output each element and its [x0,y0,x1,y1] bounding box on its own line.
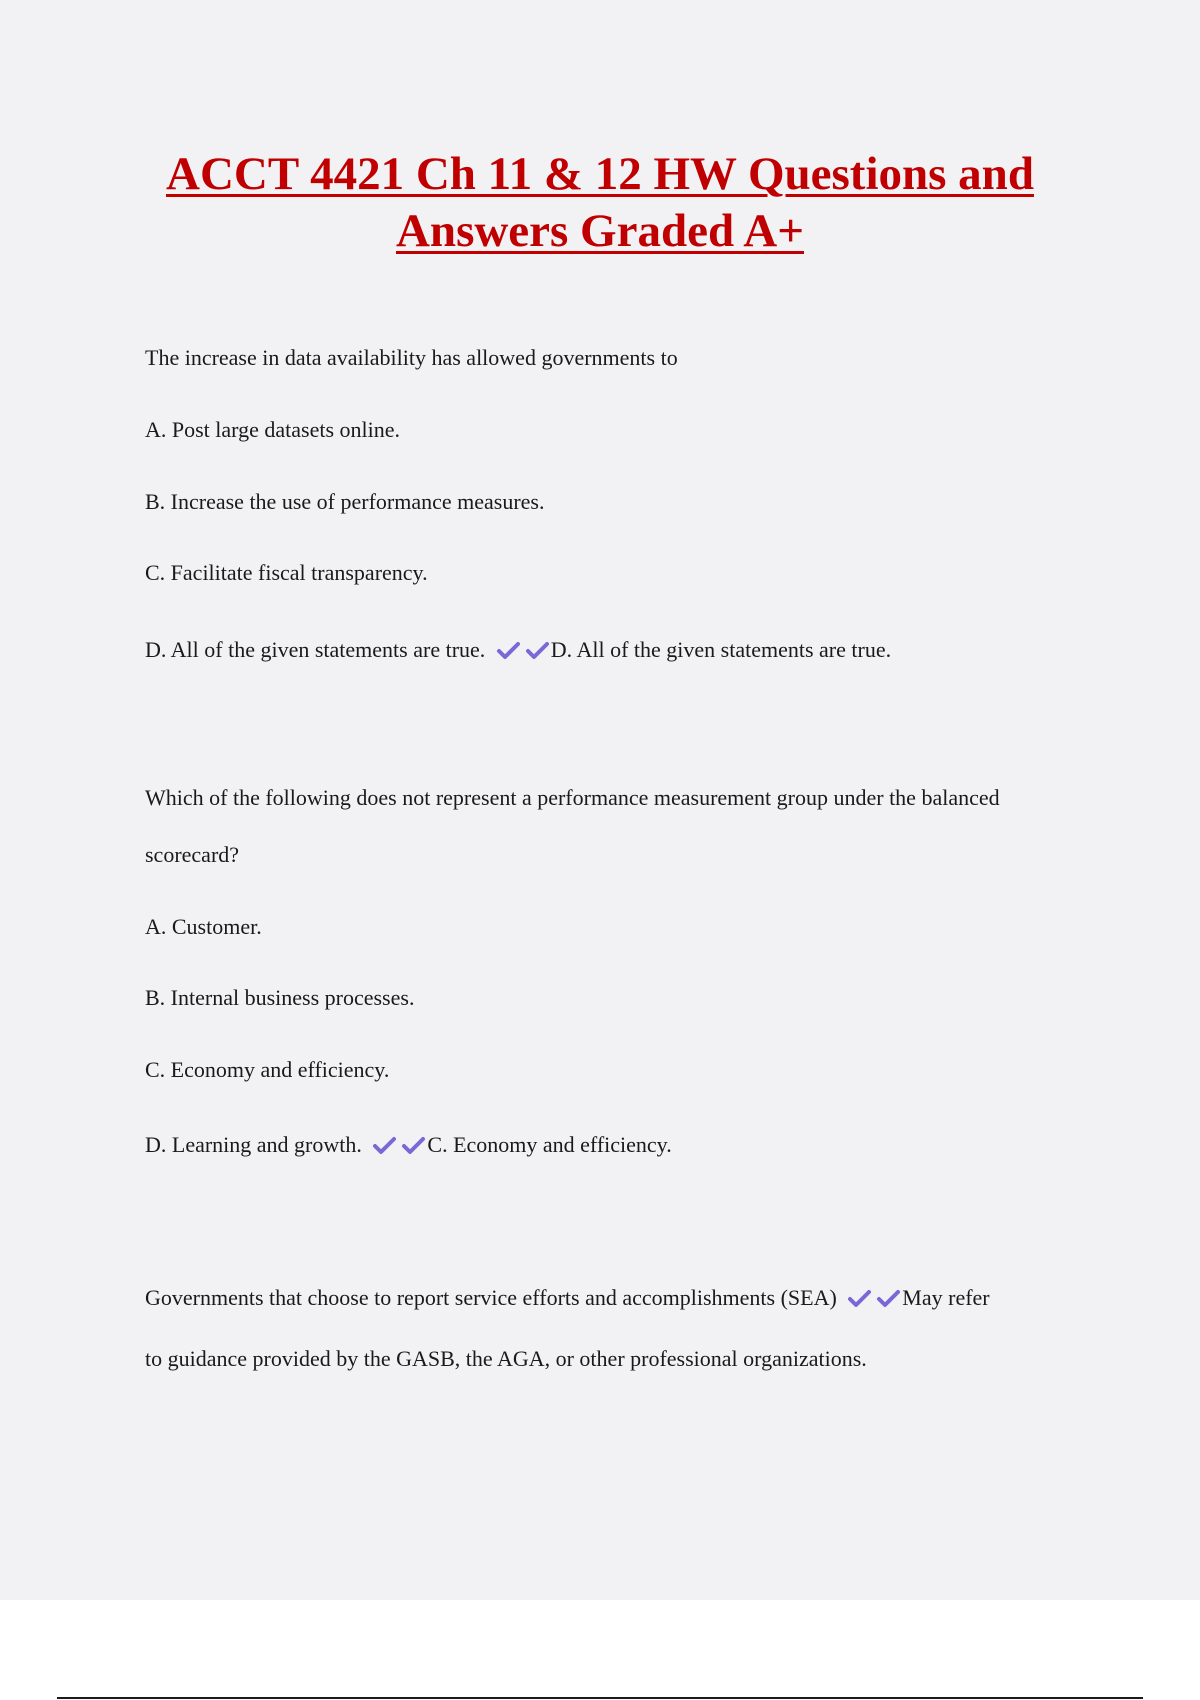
q1-option-d: D. All of the given statements are true. [145,637,486,662]
q2-question-line-2: scorecard? [145,842,240,867]
q2-option-b: B. Internal business processes. [145,985,415,1010]
document-title [0,146,1200,260]
q1-option-a: A. Post large datasets online. [145,417,400,442]
q2-option-d-row [145,1131,672,1159]
q2-question-line-1: Which of the following does not represent a performance measurement group under the balanced [145,785,1000,810]
q3-answer-part-1: May refer [902,1285,990,1310]
check-icon [524,640,551,660]
q3-question-row [145,1284,990,1312]
check-icon [875,1288,902,1308]
q1-answer: D. All of the given statements are true. [550,637,892,662]
title-line-1: ACCT 4421 Ch 11 & 12 HW Questions and [166,148,1034,200]
check-icon [495,640,522,660]
q2-option-a: A. Customer. [145,914,262,939]
title-line-2: Answers Graded A+ [395,205,804,257]
q2-answer: C. Economy and efficiency. [427,1132,672,1157]
page-footer-area [0,1600,1200,1700]
q3-question: Governments that choose to report service efforts and accomplishments (SEA) [145,1285,837,1310]
q3-answer-line-2: to guidance provided by the GASB, the AGA, or other professional organizations. [145,1346,867,1371]
q1-option-d-row [145,636,891,664]
check-icon [846,1288,873,1308]
check-icon [371,1135,398,1155]
q1-option-c: C. Facilitate fiscal transparency. [145,560,428,585]
q2-option-d: D. Learning and growth. [145,1132,362,1157]
q2-option-c: C. Economy and efficiency. [145,1057,390,1082]
q1-option-b: B. Increase the use of performance measures. [145,489,545,514]
check-icon [400,1135,427,1155]
q1-question: The increase in data availability has allowed governments to [145,345,678,370]
footer-divider [57,1697,1143,1699]
